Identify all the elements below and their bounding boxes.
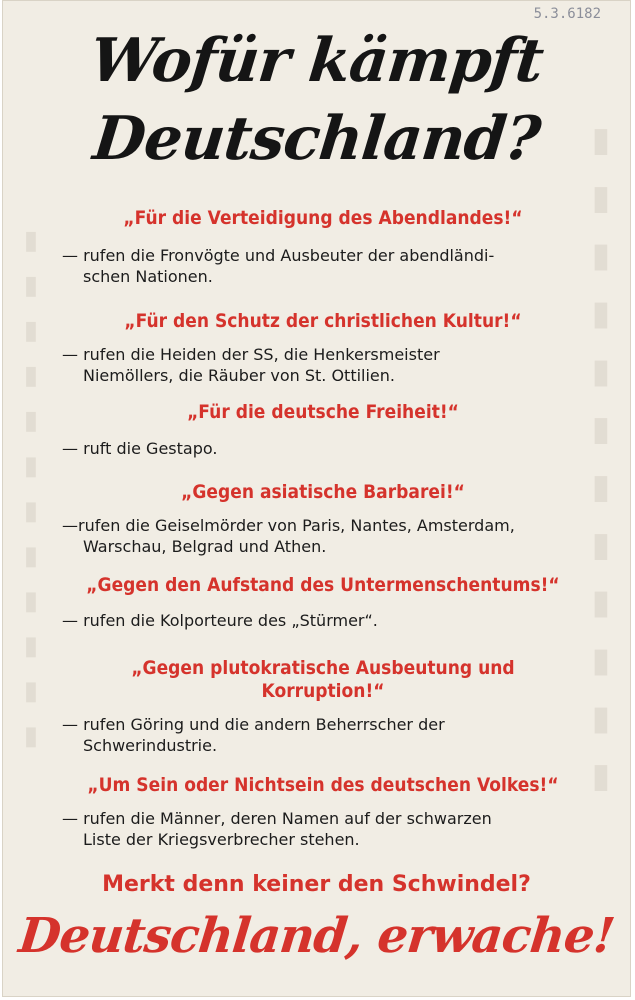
response-6 bbox=[62, 714, 584, 756]
response-7 bbox=[62, 808, 584, 850]
response-1-line-2: schen Nationen. bbox=[83, 267, 213, 286]
claim-7: „Um Sein oder Nichtsein des deutschen Volkes!“ bbox=[87, 774, 559, 796]
response-5 bbox=[62, 610, 584, 631]
response-4 bbox=[62, 515, 584, 557]
response-1 bbox=[62, 245, 584, 287]
claim-6-line-1: „Gegen plutokratische Ausbeutung und bbox=[131, 657, 515, 679]
claim-5: „Gegen den Aufstand des Untermenschentums!“ bbox=[86, 574, 560, 596]
archive-number: 5.3.6182 bbox=[533, 6, 601, 22]
response-2-line-2: Niemöllers, die Räuber von St. Ottilien. bbox=[83, 366, 395, 385]
headline-line-2: Deutschland? bbox=[89, 104, 544, 174]
claim-6-line-2: Korruption!“ bbox=[261, 680, 385, 702]
show-through-right: ▮ ▮ ▮ ▮ ▮ ▮ ▮ ▮ ▮ ▮ ▮ ▮ bbox=[581, 120, 621, 800]
response-7-line-1: — rufen die Männer, deren Namen auf der schwarzen bbox=[62, 809, 492, 828]
show-through-left: ▮ ▮ ▮ ▮ ▮ ▮ ▮ ▮ ▮ ▮ ▮ ▮ bbox=[16, 225, 46, 754]
response-5-line-1: — rufen die Kolporteure des „Stürmer“. bbox=[62, 611, 378, 630]
closing-question: Merkt denn keiner den Schwindel? bbox=[102, 872, 531, 897]
claim-3: „Für die deutsche Freiheit!“ bbox=[187, 401, 459, 423]
claim-1: „Für die Verteidigung des Abendlandes!“ bbox=[123, 207, 523, 229]
response-7-line-2: Liste der Kriegsverbrecher stehen. bbox=[83, 830, 360, 849]
claim-4: „Gegen asiatische Barbarei!“ bbox=[181, 481, 465, 503]
response-4-line-2: Warschau, Belgrad und Athen. bbox=[83, 537, 327, 556]
response-6-line-2: Schwerindustrie. bbox=[83, 736, 218, 755]
claim-2: „Für den Schutz der christlichen Kultur!“ bbox=[124, 310, 522, 332]
response-4-line-1: —rufen die Geiselmörder von Paris, Nantes, Amsterdam, bbox=[62, 516, 515, 535]
closing-slogan: Deutschland, erwache! bbox=[16, 908, 617, 964]
response-1-line-1: — rufen die Fronvögte und Ausbeuter der abendländi- bbox=[62, 246, 495, 265]
response-2-line-1: — rufen die Heiden der SS, die Henkersmeister bbox=[62, 345, 440, 364]
leaflet-page bbox=[2, 0, 631, 997]
response-6-line-1: — rufen Göring und die andern Beherrscher der bbox=[62, 715, 445, 734]
headline-line-1: Wofür kämpft bbox=[86, 26, 547, 96]
response-3 bbox=[62, 438, 584, 459]
claim-6 bbox=[88, 657, 558, 703]
response-3-line-1: — ruft die Gestapo. bbox=[62, 439, 218, 458]
response-2 bbox=[62, 344, 584, 386]
